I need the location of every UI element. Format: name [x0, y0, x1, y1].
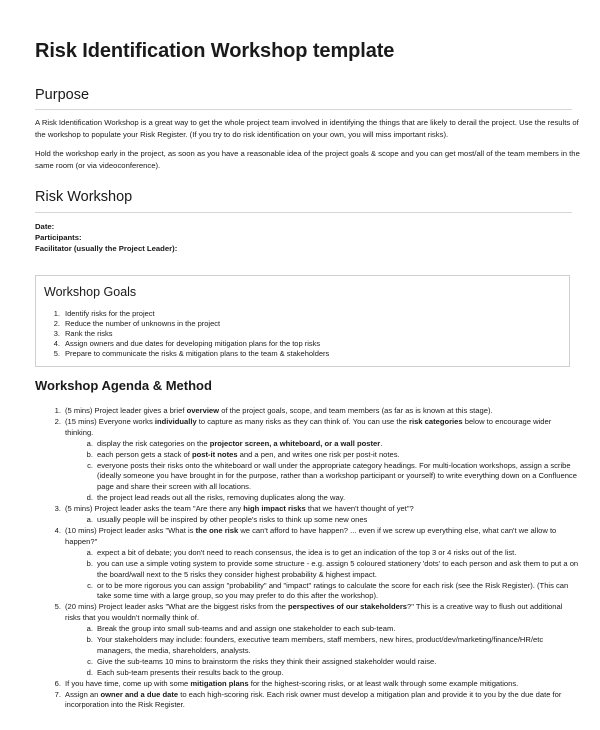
- list-item: b. Your stakeholders may include: founders, executive team members, staff members, new hires, product/dev/marketing/finance/HR/etc managers, the media, shareholders, analysts.: [86, 635, 544, 655]
- workshop-fields: [35, 221, 177, 254]
- workshop-goals-box: [35, 275, 570, 367]
- agenda-heading: Workshop Agenda & Method: [35, 378, 212, 393]
- facilitator-label: Facilitator (usually the Project Leader):: [35, 244, 178, 253]
- workshop-goals-list: [46, 309, 329, 359]
- participants-label: Participants:: [35, 233, 82, 242]
- list-item: a. expect a bit of debate; you don't need to reach consensus, the idea is to get an indication of the top 3 or 4 risks out of the list.: [86, 547, 517, 557]
- list-item: b. you can use a simple voting system to provide some structure - e.g. assign 5 coloured stationery 'dots' to each person and ask them to put a on the board/wall next to the 5 risks they consider highest probability & highest impact.: [86, 558, 579, 579]
- list-item: 4. Assign owners and due dates for developing mitigation plans for the top risks: [53, 339, 321, 348]
- list-item: 2. Reduce the number of unknowns in the project: [53, 319, 221, 328]
- section-divider: [35, 109, 572, 110]
- list-item: 3. (5 mins) Project leader asks the team "Are there any high impact risks that we haven't thought of yet"?: [54, 504, 414, 514]
- list-item: 2. (15 mins) Everyone works individually to capture as many risks as they can think of. You can use the risk categories below to encourage wider thinking.: [54, 416, 552, 437]
- list-item: c. Give the sub-teams 10 mins to brainstorm the risks they think their assigned stakeholder would raise.: [87, 656, 437, 666]
- list-item: b. each person gets a stack of post-it notes and a pen, and writes one risk per post-it notes.: [86, 449, 400, 459]
- list-item: 6. If you have time, come up with some mitigation plans for the highest-scoring risks, or at least walk through some example mitigations.: [54, 678, 519, 688]
- list-item: a. Break the group into small sub-teams and and assign one stakeholder to each sub-team.: [86, 624, 396, 634]
- document-title: Risk Identification Workshop template: [35, 40, 395, 62]
- list-item: c. everyone posts their risks onto the whiteboard or wall under the appropriate category headings. For multi-location workshops, assign a scribe (ideally someone you have brought in for the purpose, rather than a workshop participant or yourself) to write everything down on a Confluence page and share their screen with all locations.: [87, 460, 577, 492]
- purpose-paragraph-1: A Risk Identification Workshop is a great way to get the whole project team involved in identifying the things that are likely to derail the project. Use the results of the workshop to populate your Risk Register. (If you try to do risk identification on your own, you will miss important risks).: [35, 118, 579, 140]
- list-item: 1. Identify risks for the project: [53, 309, 155, 318]
- list-item: 3. Rank the risks: [53, 329, 113, 338]
- list-item: d. the project lead reads out all the risks, removing duplicates along the way.: [86, 493, 346, 503]
- list-item: 7. Assign an owner and a due date to each high-scoring risk. Each risk owner must develop a mitigation plan and provide it to you by the due date for incorporation into the Risk Register.: [54, 689, 562, 710]
- section-divider: [35, 212, 572, 213]
- list-item: 5. Prepare to communicate the risks & mitigation plans to the team & stakeholders: [53, 349, 330, 358]
- purpose-heading: Purpose: [35, 87, 90, 103]
- purpose-paragraph-2: Hold the workshop early in the project, as soon as you have a reasonable idea of the project goals & scope and you can get most/all of the team members in the same room (or via videoconference).: [35, 149, 580, 171]
- list-item: 1. (5 mins) Project leader gives a brief overview of the project goals, scope, and team members (as far as is known at this stage).: [54, 406, 493, 415]
- list-item: 5. (20 mins) Project leader asks "What are the biggest risks from the perspectives of our stakeholders?" This is a creative way to flush out additional risks that you wouldn't normally think of.: [54, 602, 563, 623]
- date-label: Date:: [35, 222, 55, 231]
- list-item: d. Each sub-team presents their results back to the group.: [86, 667, 284, 677]
- risk-workshop-heading: Risk Workshop: [35, 189, 133, 205]
- list-item: c. or to be more rigorous you can assign "probability" and "impact" ratings to calculate the score for each risk (see the Risk Register). (This can take some time with a large group, so you may prefer to do this after the workshop).: [87, 580, 569, 601]
- list-item: a. usually people will be inspired by other people's risks to think up some new ones: [86, 515, 368, 525]
- workshop-goals-heading: Workshop Goals: [44, 285, 137, 299]
- list-item: 4. (10 mins) Project leader asks "What is the one risk we can't afford to have happen? ... even if we screw up everything else, what can't we allow to happen?": [54, 525, 557, 546]
- agenda-list: [35, 406, 580, 711]
- list-item: a. display the risk categories on the projector screen, a whiteboard, or a wall poster.: [86, 438, 383, 448]
